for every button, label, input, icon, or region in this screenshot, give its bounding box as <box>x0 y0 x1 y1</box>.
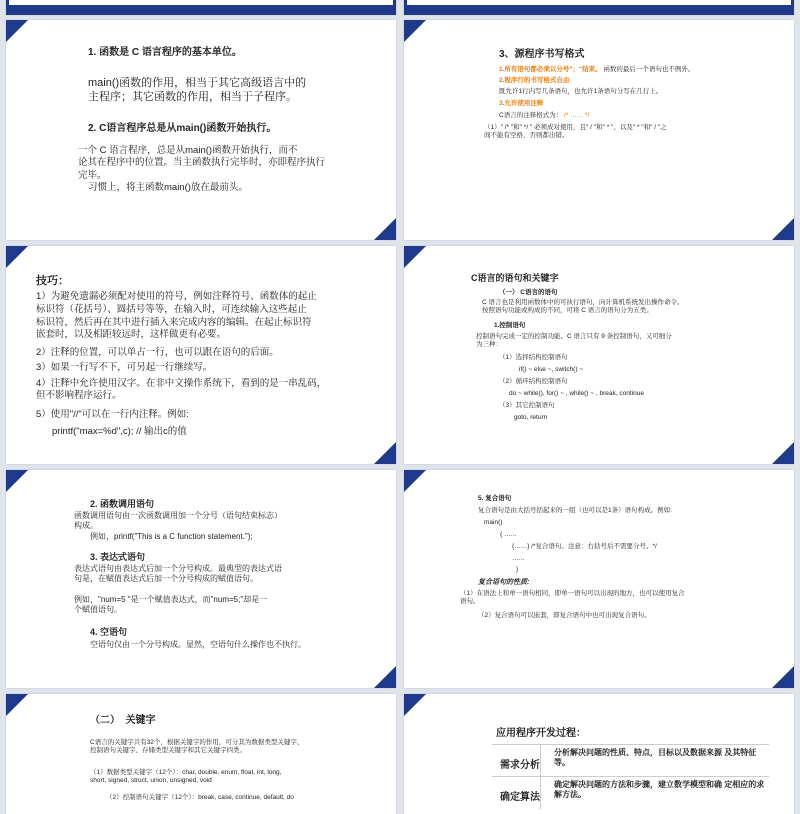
table-cell-value: 分析解决问题的性质、特点，目标以及数据来源 及其特征等。 <box>554 748 757 768</box>
rule-1-title: 1.所有语句都必须以分号"；"结束。 <box>499 66 602 73</box>
heading: 2. 函数调用语句 <box>90 499 155 509</box>
list-item: （2）循环结构控制语句 <box>499 378 568 385</box>
heading: 复合语句的性质: <box>478 579 530 586</box>
comment-format-value: /* …… */ <box>564 112 590 119</box>
slide-statements[interactable] <box>404 246 794 464</box>
heading: 5. 复合语句 <box>478 495 512 502</box>
code-line: …… <box>512 555 525 562</box>
subheading: 1.控制语句 <box>494 322 526 329</box>
comment-format-label: C语言的注释格式为： <box>499 112 563 119</box>
rule-1-note: 函数的最后一个语句也不例外。 <box>603 66 695 73</box>
tip-item: 1）为避免遗漏必须配对使用的符号，例如注释符号、函数体的起止 标识符（花括号）、圆括号等等，在输入时，可连续输入这些起止 标识符，然后再在其中进行插入来完成内容的编辑。在起止标识符 嵌套时，以及相距较远时，这样做更有必要。 <box>36 291 317 341</box>
code-line: { …… <box>500 531 517 538</box>
rule-2-title: 2.程序行的书写格式自由 <box>499 77 570 84</box>
code-example: printf("max=%d",c); // 输出c的值 <box>52 426 187 437</box>
list-example: do ~ while(), for() ~ , while() ~ , break, continue <box>509 390 644 397</box>
slide-source-format[interactable] <box>404 20 794 240</box>
slide-top-left-partial[interactable] <box>6 0 396 15</box>
heading: 4. 空语句 <box>90 627 128 637</box>
tip-item: 2）注释的位置，可以单占一行，也可以跟在语句的后面。 <box>36 347 279 358</box>
tip-item: 4）注释中允许使用汉字。在非中文操作系统下，看到的是一串乱码， 但不影响程序运行。 <box>36 378 327 402</box>
paragraph: 空语句仅由一个分号构成。显然，空语句什么操作也不执行。 <box>90 640 306 649</box>
heading: （二） 关键字 <box>90 715 156 726</box>
table-row <box>492 744 769 777</box>
table-row <box>492 776 769 809</box>
heading: 2. C语言程序总是从main()函数开始执行。 <box>88 123 277 134</box>
table-cell-value: 确定解决问题的方法和步骤，建立数学模型和确 定相应的求解方法。 <box>554 780 765 800</box>
rule-3-title: 3.允许使用注释 <box>499 100 544 107</box>
paragraph: C 语言也是利用函数体中的可执行语句，向计算机系统发出操作命令。 按照语句功能或构成的不同，可将 C 语言的语句分为五类。 <box>482 299 684 315</box>
subheading: （一） C语言的语句 <box>499 289 558 296</box>
comment-format <box>499 112 589 120</box>
table-cell-key: 需求分析 <box>500 760 540 771</box>
list-item: （3）其它控制语句 <box>499 402 555 409</box>
paragraph: 函数调用语句由一次函数调用加一个分号（语句结束标志） 构成。 <box>74 511 282 531</box>
paragraph: 例如，"num=5 "是一个赋值表达式，而"num=5;"却是一 个赋值语句。 <box>74 595 268 615</box>
paragraph: 复合语句是由大括号括起来的一组（也可以是1条）语句构成。例如: <box>478 507 672 514</box>
list-item: （1）选择结构控制语句 <box>499 354 568 361</box>
paragraph: （1）数据类型关键字（12个）：char, double, enum, float, int, long, short, signed, struct, union, unsigned, void <box>90 769 282 785</box>
heading: 技巧： <box>36 275 69 287</box>
list-example: if() ~ else ~, switch() ~ <box>519 366 584 373</box>
slide-compound-statement[interactable] <box>404 470 794 688</box>
paragraph: 表达式语句由表达式后加一个分号构成。最典型的表达式语 句是，在赋值表达式后加一个分号构成的赋值语句。 <box>74 564 282 584</box>
slide-top-right-partial[interactable] <box>404 0 794 15</box>
paragraph: main()函数的作用，相当于其它高级语言中的 主程序；其它函数的作用，相当于子程序。 <box>88 77 307 104</box>
heading: 3. 表达式语句 <box>90 552 146 562</box>
heading: 应用程序开发过程： <box>496 728 586 739</box>
heading: 3、源程序书写格式 <box>499 49 585 60</box>
code-line: } <box>516 566 519 573</box>
paragraph: 例如，printf("This is a C function statement."); <box>90 532 253 541</box>
code-line: {……} /*复合语句。注意：右括号后不需要分号。*/ <box>512 543 657 550</box>
table-divider <box>540 777 541 809</box>
paragraph: 习惯上，将主函数main()放在最前头。 <box>88 182 248 193</box>
list-example: goto, return <box>514 414 548 421</box>
slide-bottom-bar <box>6 5 396 15</box>
heading: 1. 函数是 C 语言程序的基本单位。 <box>88 47 242 58</box>
slide-dev-process[interactable] <box>404 694 794 814</box>
comment-rule: （1）" /* "和" */ " 必须成对使用，且" / "和" * "、以及" * "和" / "之 间不能有空格，否则都出错。 <box>484 124 667 140</box>
slide-bottom-bar <box>404 5 794 15</box>
code-line: main() <box>484 519 503 526</box>
paragraph: 一个 C 语言程序，总是从main()函数开始执行，而不 论其在程序中的位置。当主函数执行完毕时，亦即程序执行 完毕。 <box>78 145 326 181</box>
table-cell-key: 确定算法 <box>500 792 540 803</box>
heading: C语言的语句和关键字 <box>471 273 559 283</box>
rule-2-note: 既允许1行内写几条语句，也允许1条语句分写在几行上。 <box>499 88 663 95</box>
paragraph: 控制语句完成一定的控制功能。C 语言只有 9 条控制语句，又可细分 为三种： <box>476 333 672 349</box>
table-divider <box>540 745 541 777</box>
paragraph: （2）复合语句可以嵌套，即复合语句中也可出现复合语句。 <box>478 612 651 619</box>
slide-statement-types[interactable] <box>6 470 396 688</box>
slide-function-basics[interactable] <box>6 20 396 240</box>
slide-keywords[interactable] <box>6 694 396 814</box>
paragraph: （2）控制语句关键字（12个）：break, case, continue, default, do <box>106 794 294 801</box>
paragraph: （1）在语法上和单一语句相同，即单一语句可以出现的地方，也可以使用复合 语句。 <box>460 590 685 606</box>
tip-item: 3）如果一行写不下，可另起一行继续写。 <box>36 362 213 373</box>
slide-tips[interactable] <box>6 246 396 464</box>
tip-item: 5）使用"//"可以在一行内注释。例如: <box>36 409 189 420</box>
rule-1 <box>499 66 694 74</box>
paragraph: C语言的关键字共有32个，根据关键字的作用，可分其为数据类型关键字、 控制语句关键字、存储类型关键字和其它关键字四类。 <box>90 739 304 755</box>
